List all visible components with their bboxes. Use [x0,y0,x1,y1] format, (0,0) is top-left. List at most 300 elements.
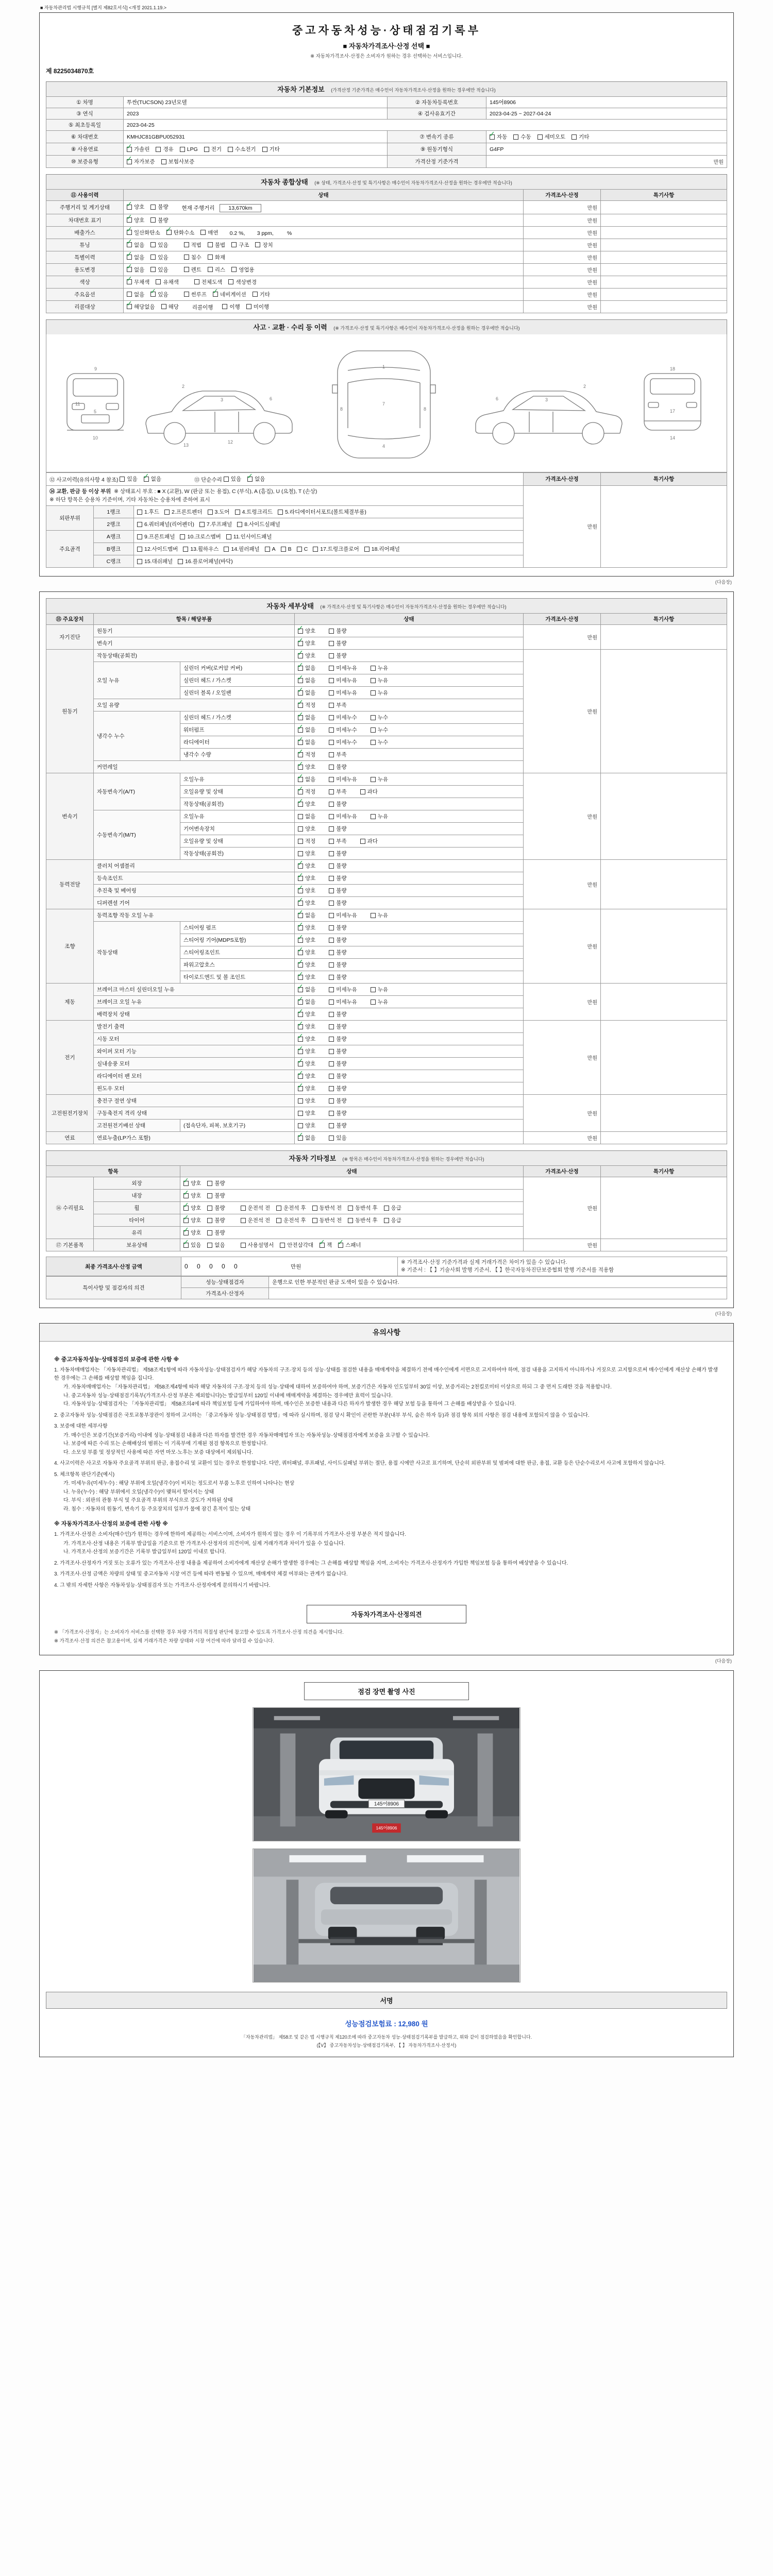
checkbox-unchecked: 2.프론트펜더 [164,508,202,516]
accident-header [46,319,727,334]
label-cell: ⑨ 원동기형식 [388,143,486,156]
price-cell: 만원 [524,276,601,288]
rank-label: 1랭크 [94,506,134,518]
appraiser-comment [269,1288,727,1299]
status-cell [124,300,524,313]
checkbox-checked: ✓ 무채색 [126,276,150,285]
status-checks [295,699,524,711]
status-checks [295,736,524,749]
subitem-label: 작동상태(공회전) [180,798,295,810]
photo-section-title: 점검 장면 촬영 사진 [304,1682,469,1700]
item-label: 등속조인트 [94,872,295,885]
notes-heading: ※ 자동차가격조사·산정의 보증에 관한 사항 ※ [54,1521,168,1528]
status-checks [295,848,524,860]
check-group [224,472,272,483]
status-checks [295,724,524,736]
checkbox-checked: ✓ 양호 [297,1008,316,1018]
item-label: 외장 [94,1177,180,1190]
checkbox-checked: ✓ 없음 [297,736,316,746]
status-cell [124,214,524,226]
checkbox-unchecked: LPG [180,146,198,152]
remarks-label: 특이사항 및 점검자의 의견 [46,1277,181,1299]
checkbox-unchecked: 불량 [329,1097,346,1105]
checkbox-unchecked: 안전삼각대 [280,1241,313,1249]
subtitle-note: ※ 자동차가격조사·산정은 소비자가 원하는 경우 선택하는 서비스입니다. [310,54,463,59]
note-cell [601,1095,727,1132]
checkbox-unchecked: 미세누유 [329,812,357,820]
status-cell [124,226,524,239]
checkbox-unchecked: 미세누유 [329,986,357,993]
checkbox-unchecked: 수소전기 [228,145,256,153]
form-reference: ■ 자동차관리법 시행규칙 [별지 제82호서식] <개정 2021.1.19.> [40,5,166,10]
checkbox-unchecked: 누수 [371,714,388,721]
page-4 [39,1670,734,2057]
note-cell [601,650,727,773]
checkbox-checked: ✓ 없음 [126,251,145,261]
checkbox-unchecked: 불량 [329,1035,346,1043]
price-cell: 만원 [524,1095,601,1132]
checkbox-checked: ✓ 양호 [297,921,316,931]
checkbox-checked: ✓ 양호 [126,214,145,224]
check-group [241,1239,367,1249]
final-price-notes [398,1257,727,1276]
checkbox-unchecked: 썬루프 [184,291,207,298]
checkbox-unchecked: 불량 [207,1192,225,1199]
notes-line: 나. 누유(누수) : 해당 부위에서 오일(냉각수)이 맺혀서 떨어지는 상태 [63,1489,214,1495]
recall-sub-label: 리콜이행 [192,304,213,311]
note-cell [601,1239,727,1251]
item-label: 시동 모터 [94,1033,295,1045]
section-title: 자동차 기타정보 [289,1155,337,1163]
checkbox-unchecked: 미세누유 [329,998,357,1006]
notes-line: 4. 사고이력은 사고로 자동차 주요골격 부위의 판금, 용접수리 및 교환이 있는 경우로 한정합니다. 다만, 쿼터패널, 루프패널, 사이드실패널 부위는 절단, 용접 시에만 사고로 표기하며, 단순히 외판부위 및 범퍼에 대한 판금, 용접, 교환 등은 단순수리로서 사고에 포함하지 않습니다. [54,1461,666,1467]
next-page-marker: (다음장) [715,1658,732,1664]
col-header: 상태 [124,190,524,201]
checkbox-checked: ✓ 없음 [297,711,316,721]
label-cell: ① 차명 [46,97,124,108]
odometer-value: 13,670km [220,204,261,212]
checkbox-unchecked: 불량 [329,1084,346,1092]
svg-text:13: 13 [183,443,189,448]
checkbox-unchecked: 렌트 [184,266,201,274]
status-checks [295,946,524,959]
page-title: 중고자동차성능·상태점검기록부 [292,25,481,37]
checkbox-unchecked: 기타 [262,145,280,153]
checkbox-unchecked: 없음 [127,291,144,298]
table-header-row [46,190,727,201]
checkbox-unchecked: 영업용 [231,266,254,274]
checkbox-unchecked: 수동 [513,133,531,141]
opinion-note-line: ※ 가격조사·산정 의견은 참고용이며, 실제 거래가격은 차량 상태와 시장 여건에 따라 달라질 수 있습니다. [54,1638,274,1644]
checkbox-unchecked: 동반석 후 [348,1216,378,1224]
col-header: 상태 [180,1166,524,1177]
status-checks [295,1082,524,1095]
status-checks [295,1021,524,1033]
item-label: 내장 [94,1190,180,1202]
item-label: 변속기 [94,637,295,650]
checkbox-unchecked: 누수 [371,738,388,746]
col-header: 가격조사·산정 [524,614,601,625]
checkbox-unchecked: 불량 [329,936,346,944]
checkbox-unchecked: 보험사보증 [161,158,195,165]
checkbox-unchecked: 동반석 전 [312,1204,342,1212]
table-row [46,300,727,313]
section-title: 자동차 종합상태 [261,178,308,186]
history-label: 튜닝 [46,239,124,251]
opinion-box: 자동차가격조사·산정의견 [307,1605,466,1623]
checkbox-checked: ✓ 없음 [126,263,145,273]
check-group [126,276,185,286]
checkbox-checked: ✓ 양호 [297,798,316,808]
notes-title: 유의사항 [40,1324,733,1342]
history-label: 주요옵션 [46,288,124,300]
history-label: 리콜대상 [46,300,124,313]
checkbox-checked: ✓ 양호 [297,859,316,870]
detail-row [46,984,727,996]
status-cell [124,201,524,214]
checkbox-unchecked: 응급 [384,1216,401,1224]
price-cell: 만원 [524,485,601,568]
status-checks [295,885,524,897]
checkbox-unchecked: 불법 [208,241,225,249]
table-row [46,226,727,239]
price-cell: 만원 [524,625,601,650]
price-cell: 만원 [524,226,601,239]
inspection-photo-front [253,1707,520,1841]
notes-line: 나. 가격조사·산정의 보증기간은 기록부 발급일부터 120일 이내로 합니다. [63,1549,226,1555]
checkbox-unchecked: 누유 [371,664,388,672]
status-checks [295,984,524,996]
notes-line: 3. 보증에 대한 세부사항 [54,1423,108,1430]
exchange-label: ⑭ 교환, 판금 등 이상 부위 [49,488,111,495]
label-cell: ⑧ 사용연료 [46,143,124,156]
notes-line: 4. 그 밖의 자세한 사항은 자동차성능·상태점검자 또는 가격조사·산정자에게 문의하시기 바랍니다. [54,1582,271,1588]
note-cell [601,300,727,313]
checkbox-unchecked: 누수 [371,726,388,734]
notes-line: 1. 가격조사·산정은 소비자(매수인)가 원하는 경우에 한하여 제공하는 서비스이며, 소비자가 원하지 않는 경우 이 기록부의 가격조사·산정 부분은 적지 않습니다. [54,1532,407,1538]
checkbox-unchecked: 있음 [150,266,168,274]
checkbox-unchecked: 1.후드 [137,508,159,516]
checkbox-unchecked: 5.라디에이터서포트(볼트체결부품) [278,508,366,516]
item-label: 윈도우 모터 [94,1082,295,1095]
section-note: (※ 항목은 매수인이 자동차가격조사·산정을 원하는 경우에만 적습니다) [342,1157,484,1162]
price-cell: 만원 [524,773,601,860]
checkbox-unchecked: 있음 [150,241,168,249]
status-checks [295,1095,524,1107]
status-cell [124,288,524,300]
checkbox-checked: ✓ 양호 [297,934,316,944]
checkbox-checked: ✓ 네비게이션 [212,288,246,298]
checkbox-checked: ✓ 없음 [297,686,316,697]
value-cell: 145어8906 [486,97,727,108]
checkbox-checked: ✓ 양호 [183,1189,201,1199]
col-header: 상태 [295,614,524,625]
price-cell: 만원 [524,263,601,276]
status-checks [295,934,524,946]
checkbox-unchecked: 불량 [329,1109,346,1117]
checkbox-checked: ✓ 없음 [297,995,316,1006]
svg-text:2: 2 [583,384,586,389]
value-cell: 2023-04-25 ~ 2027-04-24 [486,108,727,120]
subitem-label: 실린더 헤드 / 가스켓 [180,711,295,724]
status-checks [295,798,524,810]
table-row [46,276,727,288]
table-header-row [46,614,727,625]
checkbox-unchecked: A [265,546,276,552]
section-title: 자동차 세부상태 [266,602,314,611]
checkbox-checked: ✓ 양호 [297,624,316,635]
checkbox-unchecked: 누유 [371,689,388,697]
checkbox-unchecked: 동반석 후 [348,1204,378,1212]
detail-table-body [46,625,727,1144]
car-diagram-panel [46,334,727,472]
device-group-label: 연료 [46,1132,94,1144]
svg-text:8: 8 [340,406,343,412]
accident-history-cell [46,473,524,486]
note-cell [601,773,727,860]
checkbox-unchecked: 장치 [255,241,273,249]
subitem-label: 스티어링 기어(MDPS포함) [180,934,295,946]
table-row [46,288,727,300]
checkbox-unchecked: 이행 [222,303,240,311]
table-row [46,143,727,156]
item-label: 원동기 [94,625,295,637]
checkbox-unchecked: 불량 [329,874,346,882]
checkbox-unchecked: 과다 [360,837,378,845]
detail-row [46,650,727,662]
checkbox-unchecked: 불량 [329,627,346,635]
price-cell: 만원 [524,239,601,251]
item-label: 보유상태 [94,1239,180,1251]
checkbox-unchecked: 누유 [371,986,388,993]
status-checks [295,687,524,699]
item-label: 냉각수 누수 [94,711,180,761]
document [39,4,734,2057]
final-price-label: 최종 가격조사·산정 금액 [46,1257,181,1276]
checkbox-checked: ✓ 양호 [297,1082,316,1092]
checkbox-checked: ✓ 없음 [297,723,316,734]
price-cell: 만원 [524,288,601,300]
checkbox-unchecked: 불량 [329,1047,346,1055]
checkbox-checked: ✓ 양호 [297,1045,316,1055]
checkbox-checked: ✓ 양호 [183,1201,201,1212]
repair-group-label: ⑯ 수리필요 [46,1177,94,1239]
table-row [46,131,727,143]
checkbox-unchecked: 매연 [200,229,218,236]
svg-text:6: 6 [270,396,273,401]
note-cell [601,1021,727,1095]
device-group-label: 제동 [46,984,94,1021]
notes-line: 가. 매수인은 보증기간(보증거리) 이내에 성능·상태점검 내용과 다른 하자를 발견한 경우 자동차매매업자 또는 자동차성능·상태점검자에게 보증을 요구할 수 있습니다. [63,1432,430,1438]
price-cell: 만원 [524,300,601,313]
detail-header [46,598,727,613]
checkbox-unchecked: 미세누수 [329,714,357,721]
checkbox-unchecked: 불량 [329,763,346,771]
history-label: 배출가스 [46,226,124,239]
detail-row [46,1095,727,1107]
note-cell [601,485,727,568]
checkbox-unchecked: 8.사이드실패널 [237,520,280,528]
item-label: 고전원전기배선 상태 [94,1120,180,1132]
status-checks [295,761,524,773]
detail-row [46,625,727,637]
item-label: 수동변속기(M/T) [94,810,180,860]
checkbox-unchecked: 불량 [150,216,168,224]
item-label: 배력장치 상태 [94,1008,295,1021]
checkbox-unchecked: 12.사이드멤버 [137,545,178,553]
label-cell: 가격산정 기준가격 [388,156,486,168]
checkbox-unchecked: C [297,546,308,552]
item-label: 라디에이터 팬 모터 [94,1070,295,1082]
checkbox-checked: ✓ 없음 [126,239,145,248]
table-row [46,473,727,486]
status-checks [295,773,524,786]
note-cell [601,984,727,1021]
table-row [46,251,727,263]
plate-tag-text: 145어8906 [376,1825,397,1831]
checkbox-unchecked: 18.리어패널 [364,545,400,553]
checkbox-unchecked: 16.플로어패널(바닥) [178,557,233,565]
next-page-marker: (다음장) [715,1311,732,1317]
item-label: 실내송풍 모터 [94,1058,295,1070]
parts-checks [134,506,524,518]
table-row [46,1257,727,1276]
status-checks [295,1008,524,1021]
rank-label: B랭크 [94,543,134,555]
checkbox-unchecked: 양호 [298,850,315,857]
check-cell [180,1239,524,1251]
parts-checks [134,531,524,543]
checkbox-unchecked: 불량 [329,1072,346,1080]
history-label: 특별이력 [46,251,124,263]
checkbox-checked: ✓ 해당없음 [126,300,155,310]
status-checks [295,872,524,885]
note-cell [601,226,727,239]
status-checks [295,674,524,687]
checkbox-checked: ✓ 없음 [297,1131,316,1142]
check-group [126,263,175,274]
notes-line: 다. 소모성 부품 및 정상적인 사용에 따른 자연 마모·노후는 보증 대상에서 제외됩니다. [63,1449,253,1455]
checkbox-unchecked: 17.트렁크플로어 [313,545,359,553]
checkbox-unchecked: 미세누유 [329,689,357,697]
checkbox-unchecked: 침수 [184,253,201,261]
item-label: 디퍼렌셜 기어 [94,897,295,909]
note-cell [601,1132,727,1144]
item-label: 오일 유량 [94,699,295,711]
label-cell: ⑤ 최초등록일 [46,120,124,131]
checkbox-unchecked: 누유 [371,775,388,783]
legend-codes: ※ 상태표시 부호 : ■ X (교환), W (판금 또는 용접), C (부식), A (흠집), U (요철), T (손상) [114,488,317,495]
svg-text:1: 1 [382,364,385,369]
checkbox-checked: ✓ 있음 [183,1239,201,1249]
appraiser-role: 가격조사·산정자 [181,1288,269,1299]
checkbox-unchecked: 누유 [371,676,388,684]
table-header-row [46,1166,727,1177]
checkbox-checked: ✓ 양호 [297,958,316,969]
label-cell: ② 자동차등록번호 [388,97,486,108]
device-group-label: 고전원전기장치 [46,1095,94,1132]
checkbox-checked: ✓ 없음 [297,674,316,684]
table-row [46,108,727,120]
status-checks [295,1045,524,1058]
checkbox-unchecked: 3.도어 [208,508,230,516]
checkbox-unchecked: 리스 [208,266,225,274]
subitem-label: 기어변속장치 [180,823,295,835]
checkbox-unchecked: 미세누유 [329,775,357,783]
price-cell: 만원 [524,860,601,909]
notes-line: 가. 가격조사·산정 내용은 기록부 발급일을 기준으로 한 가격조사·산정자의 의견이며, 실제 거래가격과 차이가 있을 수 있습니다. [63,1540,345,1547]
subitem-label: 스티어링조인트 [180,946,295,959]
notes-line: 1. 자동차매매업자는 「자동차관리법」 제58조제1항에 따라 자동차성능·상태점검자가 해당 자동차의 구조·장치 등의 성능·상태를 점검한 내용을 매매계약을 체결하기 전에 매수인에게 서면으로 고지하여야 하며, 점검 내용을 고지하지 아니하거나 거짓으로 고지함으로써 매수인에게 재산상 손해가 발생한 경우에는 그 손해를 배상할 책임을 집니다. [54,1367,718,1381]
legend-cell [46,485,524,506]
notes-line: 라. 침수 : 자동차의 원동기, 변속기 등 주요장치의 일부가 물에 잠긴 흔적이 있는 상태 [63,1506,251,1512]
checkbox-unchecked: 있음 [150,253,168,261]
checkbox-unchecked: 누유 [371,812,388,820]
checkbox-unchecked: 동반석 전 [312,1216,342,1224]
checkbox-checked: ✓ 없음 [297,662,316,672]
svg-text:17: 17 [670,409,676,414]
checkbox-checked: ✓ 양호 [297,896,316,907]
checkbox-checked: ✓ 양호 [297,872,316,882]
subitem-label: 오일누유 [180,810,295,823]
price-cell: 만원 [524,984,601,1021]
frame-group-label: 주요골격 [46,531,94,568]
checkbox-unchecked: 경유 [156,145,173,153]
insurance-fee: 성능점검보험료 : 12,980 원 [345,2020,428,2028]
status-checks [295,650,524,662]
label-cell: ⑩ 보증유형 [46,156,124,168]
section-note: (가격산정 기준가격은 매수인이 자동차가격조사·산정을 원하는 경우에만 적습니다) [331,88,496,93]
svg-text:2: 2 [182,384,185,389]
checkbox-checked: ✓ 자가보증 [126,155,155,165]
checkbox-unchecked: 양호 [298,1097,315,1105]
price-cell: 만원 [524,909,601,984]
checkbox-checked: ✓ 없음 [297,773,316,783]
check-group [126,300,185,311]
checkbox-unchecked: 불량 [207,1179,225,1187]
check-group [126,239,175,249]
checkbox-unchecked: 있음 [224,475,241,483]
checkbox-unchecked: 불량 [150,203,168,211]
col-header: 항목 [46,1166,180,1177]
subitem-label: 파워고압호스 [180,959,295,971]
checkbox-unchecked: 부족 [329,701,346,709]
parts-checks [134,543,524,555]
checkbox-unchecked: 양호 [298,825,315,833]
subitem-label: 타이로드엔드 및 볼 조인트 [180,971,295,984]
svg-text:12: 12 [228,439,233,445]
svg-text:3: 3 [221,397,224,402]
check-group [126,214,175,224]
label-cell: ③ 연식 [46,108,124,120]
note-cell [601,239,727,251]
checkbox-unchecked: 누유 [371,998,388,1006]
checkbox-checked: ✓ 없음 [297,909,316,919]
checkbox-checked: ✓ 스패너 [338,1239,361,1249]
table-row [46,120,727,131]
section-note: (※ 가격조사·산정 및 특기사항은 매수인이 자동차가격조사·산정을 원하는 경우에만 적습니다) [320,604,507,610]
value-cell: G4FP [486,143,727,156]
checkbox-checked: ✓ 잭 [319,1239,332,1249]
item-label: 구동축전지 격리 상태 [94,1107,295,1120]
checkbox-unchecked: 미세누수 [329,726,357,734]
checkbox-checked: ✓ 양호 [297,946,316,956]
checkbox-unchecked: 기타 [253,291,270,298]
checkbox-unchecked: 부족 [329,788,346,795]
svg-text:8: 8 [424,406,427,412]
check-group [183,1214,231,1225]
checkbox-checked: ✓ 양호 [297,1057,316,1067]
